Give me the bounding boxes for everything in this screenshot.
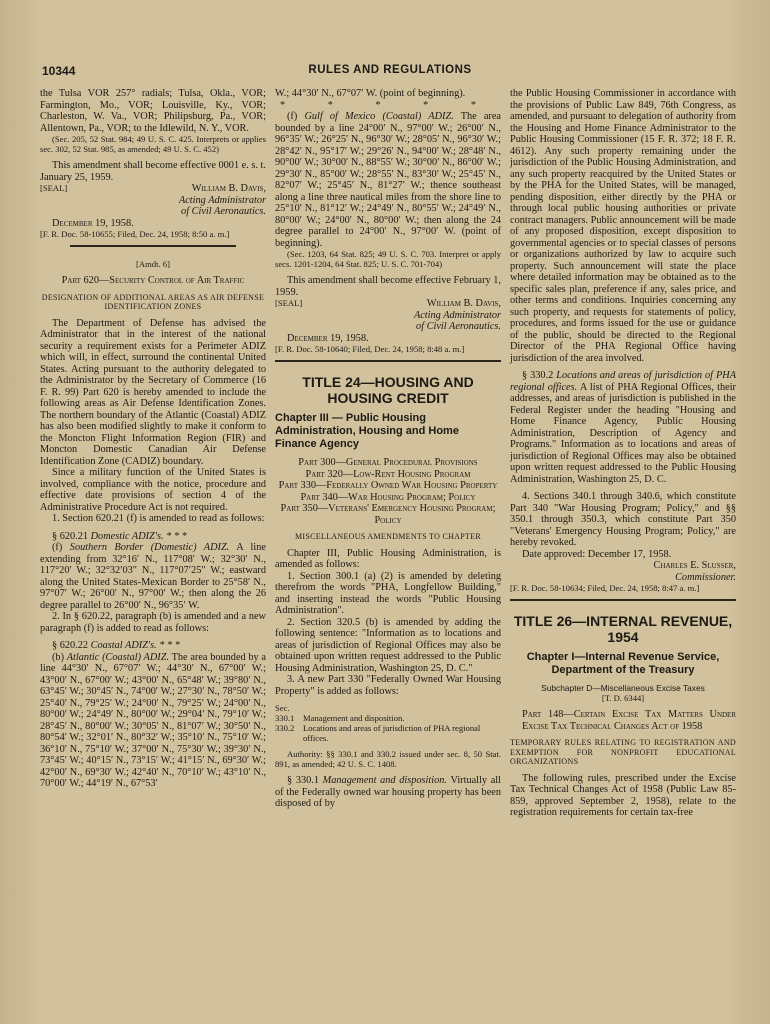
paragraph-text: The area bounded by a line 44°30′ N., 67°07′ W.; 44°30′ N., 67°00′ W.; 43°00′ N., 67°00′ W.; 43°00′ N., 65°48′ W.; 39°80′ N., 63°45′ W.; 30°45′ N., 74°00′ W.; 27°30′ N., 78°50′ W.; 25°40′ N., 79°25′ W.; 24°00′ N., 79°25′ W.; 24°00′ N., 80°00′ W.; 24°49′ N., 80°00′ W.; 29°04′ N., 79°10′ W.; 28°45′ N., 80°00′ W.; 30°05′ N., 81°07′ W.; 30°50′ N., 80°54′ W.; 32°01′ N., 80°32′ W.; 35°10′ N., 75°10′ W.; 36°10′ N., 75°10′ W.; 37°00′ N., 75°30′ W.; 39°30′ N., 73°45′ W.; 40°15′ N., 73°15′ W.; 41°15′ N., 69°30′ W.; 42°00′ N., 69°30′ W.; 42°40′ N., 70°10′ W.; 43°10′ N., 70°00′ W.; 44°19′ N., 67°53′	[40, 651, 267, 789]
paragraph: 3. A new Part 330 "Federally Owned War Housing Property" is added as follows:	[275, 674, 501, 697]
section-330-2	[510, 370, 736, 485]
citation: (Sec. 205, 52 Stat. 984; 49 U. S. C. 425. Interprets or applies sec. 302, 52 Stat. 985, as amended; 49 U. S. C. 452)	[40, 134, 266, 154]
part-heading: Part 330—Federally Owned War Housing Property	[278, 480, 498, 491]
seal-label: [SEAL]	[275, 298, 303, 308]
paragraph-text: A line extending from 32°16′ N., 117°08′ W.; 32°30′ N., 117°20′ W.; 32°32′03″ N., 117°07′25″ W.; eastward along the United States-Mexican Border to 25°58′ N., 97°07′ W.; 26°00′ N., 97°00′ W.; then along the 26 degree parallel to 26°00′ N., 96°35′ W.	[40, 542, 267, 611]
section-number: § 330.1	[287, 775, 319, 786]
date-approved: Date approved: December 17, 1958.	[522, 548, 672, 560]
subject-heading: DESIGNATION OF ADDITIONAL AREAS AS AIR DEFENSE IDENTIFICATION ZONES	[41, 292, 265, 311]
paragraph: 4. Sections 340.1 through 340.6, which constitute Part 340 "War Housing Program; Policy," and §§ 350.1 through 350.3, which constitute Part 350 "Veterans' Emergency Housing Program; Policy," are hereby revoked.	[510, 491, 736, 548]
citation: (Sec. 1203, 64 Stat. 825; 49 U. S. C. 703. Interpret or apply secs. 1201-1204, 64 Stat. 825; U. S. C. 701-704)	[275, 249, 501, 269]
section-title: Coastal ADIZ's. * * *	[90, 640, 180, 651]
divider	[70, 245, 236, 247]
paragraph-label: (b)	[52, 651, 65, 663]
paragraph: the Public Housing Commissioner in accordance with the provisions of Public Law 849, 76th Congress, as amended, and pursuant to delegation of authority from the Housing and Home Finance Administrator to the Public Housing Commissioner (15 F. R. 372; 18 F. R. 4612). Any such property remaining under the jurisdiction of the Public Housing Administration, and any such property reacquired by the United States or by the PHA for the United States, will be managed, pending disposition, either directly by the PHA or through local public housing authorities or private contract managers. Public announcement will be made of any proposed disposition, except disposition to governmental agencies or to special classes of persons or organizations authorized by law to acquire such property. Such announcement will state the place where detailed information may be obtained as to the specific sales plan, preference if any, sales price, and other terms and conditions. Inquiries concerning any such property, and requests for statements of policy, procedures, and forms issued for the use or guidance of the public, should be directed to the Regional Director of the PHA Regional Office having jurisdiction of the area involved.	[510, 88, 736, 364]
chapter-heading: Chapter I—Internal Revenue Service, Department of the Treasury	[526, 651, 720, 676]
paragraph: This amendment shall become effective February 1, 1959.	[275, 275, 501, 298]
section-620-22	[40, 640, 266, 652]
page-header	[38, 64, 742, 78]
contents-number: 330.1	[275, 713, 295, 723]
part-heading: Part 350—Veterans' Emergency Housing Program; Policy	[280, 503, 496, 526]
subchapter-heading: Subchapter D—Miscellaneous Excise Taxes	[541, 683, 705, 693]
section-title: Locations and areas of jurisdiction of PHA regional offices.	[510, 370, 736, 393]
contents-text: Management and disposition.	[303, 713, 405, 723]
section-number: § 620.21	[52, 530, 89, 542]
part-heading: Part 320—Low-Rent Housing Program	[305, 468, 471, 480]
part-heading: Part 148—Certain Excise Tax Matters Under Excise Tax Technical Changes Act of 1958	[522, 709, 736, 732]
paragraph: the Tulsa VOR 257° radials; Tulsa, Okla., VOR; Farmington, Mo., VOR; Louisville, Ky., VOR; Charleston, W. Va., VOR; Philipsburg, Pa., VOR; Allentown, Pa., VOR; to the Idlewild, N. Y., VOR.	[40, 88, 266, 134]
signature-block	[510, 560, 736, 583]
paragraph: Since a military function of the United States is involved, compliance with the notice, procedure and effective date provisions of section 4 of the Administrative Procedure Act is not required.	[40, 467, 266, 513]
contents-number: 330.2	[275, 723, 295, 733]
subject-heading: TEMPORARY RULES RELATING TO REGISTRATION AND EXEMPTION FOR NONPROFIT EDUCATIONAL ORGANIZATIONS	[510, 738, 736, 766]
part-heading: Part 300—General Procedural Provisions	[298, 457, 478, 468]
signature-block	[40, 183, 266, 218]
date-line: December 19, 1958.	[52, 217, 134, 229]
section-number: § 330.2	[522, 370, 554, 381]
signer-name: William B. Davis,	[191, 183, 266, 194]
part-heading: Part 340—War Housing Program; Policy	[300, 491, 476, 503]
signer-title: Acting Administrator	[178, 194, 266, 206]
chapter-heading: Chapter III — Public Housing Administration, Housing and Home Finance Agency	[275, 412, 459, 450]
treasury-decision: [T. D. 6344]	[601, 693, 645, 703]
divider	[510, 599, 736, 601]
paragraph-title: Southern Border (Domestic) ADIZ.	[69, 542, 230, 553]
contents-heading: Sec.	[275, 703, 290, 713]
column-2	[275, 88, 501, 810]
column-3	[510, 88, 736, 819]
section-text: A list of PHA Regional Offices, their addresses, and areas of jurisdiction is published in the Federal Register under the heading "Housing and Home Finance Agency, Public Housing Administration, Description of Agency and Programs." Information as to locations and areas of jurisdiction of Regional Offices may also be obtained upon written request addressed to the Public Housing Administration, Washington 25, D. C.	[510, 381, 736, 485]
divider	[275, 360, 501, 362]
section-title: Domestic ADIZ's. * * *	[90, 530, 187, 542]
paragraph: 1. Section 620.21 (f) is amended to read as follows:	[52, 513, 265, 524]
paragraph-text: The area bounded by a line 24°00′ N., 97°00′ W.; 26°00′ N., 96°35′ W.; 26°25′ N., 96°30′ W.; 28°05′ N., 96°30′ W.; 28°42′ N., 95°17′ W.; 29°26′ N., 94°00′ W.; 28°48′ N., 90°00′ W.; 30°00′ N., 88°55′ W.; 30°00′ N., 86°00′ W.; 29°30′ N., 85°00′ W.; 28°55′ N., 83°30′ W.; 25°45′ N., 82°07′ W.; 25°45′ N., 81°27′ W.; thence southeast along a line three nautical miles from the shore line to 25°10′ N., 81°12′ W.; 24°49′ N., 80°55′ W.; 24°49′ N., 80°00′ W.; 24°00′ N., 80°00′ W.; then along the 24 degree parallel to 24°00′ N., 97°00′ W. (point of beginning).	[275, 111, 501, 249]
paragraph: 2. In § 620.22, paragraph (b) is amended and a new paragraph (f) is added to read as follows:	[40, 611, 266, 634]
paragraph: The Department of Defense has advised the Administrator that in the interest of the national security a requirement exists for a Perimeter ADIZ which will, in effect, surround the continental United States. Acting pursuant to the authority delegated to the Administrator by the Secretary of Commerce (16 F. R. 99) Part 620 is hereby amended to include the following areas as Air Defense Identification Zones. The northern boundary of the Atlantic (Coastal) ADIZ has also been modified slightly to make it conform to the Moncton Flight Information Region (FIR) and Moncton Domestic Canadian Air Defense Identification Zone (CADIZ) boundary.	[40, 317, 266, 467]
subject-heading: MISCELLANEOUS AMENDMENTS TO CHAPTER	[295, 532, 481, 541]
signer-title: of Civil Aeronautics.	[416, 321, 501, 332]
signer-name: Charles E. Slusser,	[653, 560, 736, 571]
paragraph: W.; 44°30′ N., 67°07′ W. (point of beginning).	[275, 88, 466, 99]
section-text: Virtually all of the Federally owned war housing property has been disposed of by	[275, 775, 502, 809]
paragraph-label: (f)	[287, 111, 298, 122]
contents-row	[275, 723, 501, 743]
paragraph-f	[275, 111, 501, 249]
ellipsis-stars: * * * * *	[279, 99, 497, 111]
contents-row	[275, 713, 501, 723]
column-1	[40, 88, 266, 790]
signature-block	[275, 298, 501, 333]
section-number: § 620.22	[52, 640, 89, 651]
part-heading: Part 620—Security Control of Air Traffic	[61, 275, 245, 286]
page-number: 10344	[42, 64, 76, 78]
fr-doc-note: [F. R. Doc. 58-10655; Filed, Dec. 24, 1958; 8:50 a. m.]	[40, 229, 230, 239]
paragraph: This amendment shall become effective 0001 e. s. t. January 25, 1959.	[40, 160, 266, 183]
paragraph: 2. Section 320.5 (b) is amended by adding the following sentence: "Information as to locations and areas of jurisdiction of Regional Offices may also be obtained upon written request addressed to the Public Housing Administration, Washington 25, D. C."	[275, 616, 501, 674]
paragraph-label: (f)	[52, 542, 63, 553]
signer-name: William B. Davis,	[426, 298, 501, 309]
paragraph: Chapter III, Public Housing Administration, is amended as follows:	[275, 547, 501, 570]
paragraph: 1. Section 300.1 (a) (2) is amended by deleting therefrom the words "PHA, Longfellow Building," and inserting instead the words "Public Housing Administration".	[275, 570, 501, 616]
signer-title: of Civil Aeronautics.	[181, 206, 266, 217]
authority-note: Authority: §§ 330.1 and 330.2 issued under sec. 8, 50 Stat. 891, as amended; 42 U. S. C. 1408.	[275, 749, 501, 769]
paragraph-title: Gulf of Mexico (Coastal) ADIZ.	[304, 111, 454, 122]
date-line: December 19, 1958.	[287, 332, 369, 344]
paragraph-b	[40, 652, 266, 790]
contents-text: Locations and areas of jurisdiction of PHA regional offices.	[303, 723, 481, 743]
title-heading: TITLE 26—INTERNAL REVENUE, 1954	[513, 613, 733, 645]
title-heading: TITLE 24—HOUSING AND HOUSING CREDIT	[302, 374, 474, 406]
seal-label: [SEAL]	[40, 183, 68, 193]
section-title: Management and disposition.	[322, 775, 447, 786]
fr-doc-note: [F. R. Doc. 58-10640; Filed, Dec. 24, 1958; 8:48 a. m.]	[275, 344, 465, 354]
section-contents	[275, 703, 501, 743]
section-330-1	[275, 775, 501, 810]
signer-title: Commissioner.	[675, 571, 736, 583]
paragraph-f	[40, 542, 266, 611]
section-620-21	[40, 531, 266, 543]
fr-doc-note: [F. R. Doc. 58-10634; Filed, Dec. 24, 1958; 8:47 a. m.]	[510, 583, 700, 593]
running-head: RULES AND REGULATIONS	[308, 64, 472, 76]
amendment-number: [Amdt. 6]	[136, 259, 170, 269]
signer-title: Acting Administrator	[413, 309, 501, 321]
paragraph: The following rules, prescribed under the Excise Tax Technical Changes Act of 1958 (Public Law 85-859, approved September 2, 1958), relate to the registration requirements for certain tax-free	[510, 772, 736, 818]
paragraph-title: Atlantic (Coastal) ADIZ.	[66, 651, 170, 663]
text-columns	[38, 88, 742, 1018]
